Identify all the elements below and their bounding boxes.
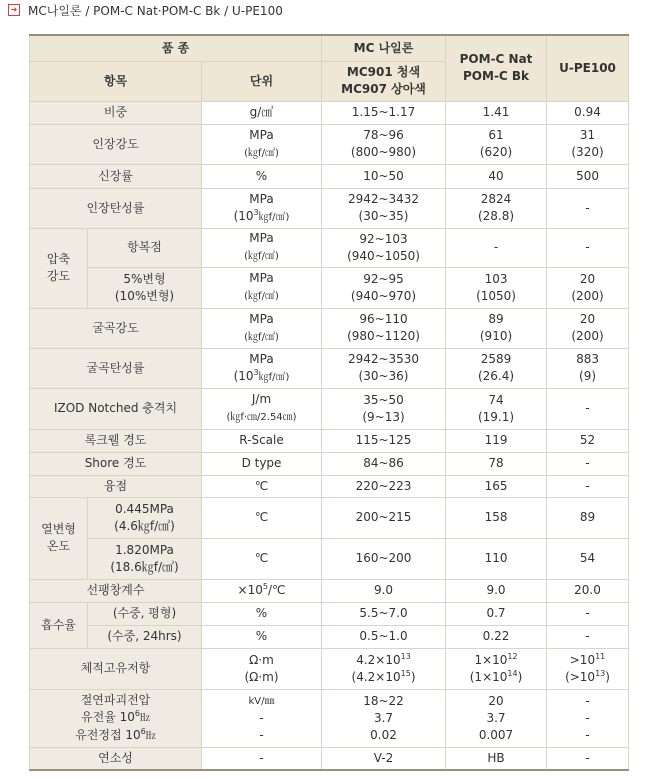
row-label: (수중, 24hrs) [88, 625, 202, 648]
row-unit: g/㎤ [202, 101, 322, 124]
upe-value: $>10^{11}$ $(>10^{13})$ [547, 648, 629, 689]
mc-value: 18~22 3.7 0.02 [322, 689, 446, 747]
row-label: 0.445MPa (4.6㎏f/㎠) [88, 497, 202, 538]
upe-value: 500 [547, 164, 629, 188]
header-pom: POM-C Nat POM-C Bk [446, 35, 547, 101]
row-label: 절연파괴전압 유전율 $10^6㎐$ 유전정접 $10^6㎐$ [30, 689, 202, 747]
table-row [30, 188, 629, 228]
table-row [30, 228, 629, 267]
upe-value: 883 (9) [547, 348, 629, 388]
row-label: 인장강도 [30, 124, 202, 164]
header-mc-grades: MC901 청색 MC907 상아색 [322, 61, 446, 101]
row-label: 비중 [30, 101, 202, 124]
pom-value: 103 (1050) [446, 267, 547, 308]
pom-value: 9.0 [446, 579, 547, 602]
upe-value: - [547, 228, 629, 267]
mc-value: 2942~3432 (30~35) [322, 188, 446, 228]
table-row [30, 164, 629, 188]
mc-value: 35~50 (9~13) [322, 388, 446, 429]
pom-value: 119 [446, 429, 547, 452]
row-label: 1.820MPa (18.6㎏f/㎠) [88, 538, 202, 579]
pom-value: 2589 (26.4) [446, 348, 547, 388]
table-row [30, 429, 629, 452]
mc-value: 5.5~7.0 [322, 602, 446, 625]
pom-value: $1\times 10^{12}$ $(1\times 10^{14})$ [446, 648, 547, 689]
pom-value: 74 (19.1) [446, 388, 547, 429]
header-kind: 품 종 [30, 35, 322, 61]
upe-value: 20.0 [547, 579, 629, 602]
row-label: 신장률 [30, 164, 202, 188]
mc-value: 96~110 (980~1120) [322, 308, 446, 348]
mc-value: 84~86 [322, 452, 446, 475]
row-unit: MPa (㎏f/㎠) [202, 228, 322, 267]
row-label: 연소성 [30, 747, 202, 770]
arrow-right-icon: ➜ [8, 4, 20, 16]
pom-value: HB [446, 747, 547, 770]
mc-value: 160~200 [322, 538, 446, 579]
row-label: 항복점 [88, 228, 202, 267]
row-label: Shore 경도 [30, 452, 202, 475]
row-label: 록크웰 경도 [30, 429, 202, 452]
row-label: 융점 [30, 475, 202, 497]
header-upe: U-PE100 [547, 35, 629, 101]
mc-value: 10~50 [322, 164, 446, 188]
upe-value: 54 [547, 538, 629, 579]
upe-value: - [547, 625, 629, 648]
header-item: 항목 [30, 61, 202, 101]
table-row [30, 497, 629, 538]
row-unit: ℃ [202, 497, 322, 538]
row-unit: $\times 10^5/℃$ [202, 579, 322, 602]
row-unit: Ω·m (Ω·m) [202, 648, 322, 689]
row-unit: MPa $(10^3㎏f/㎠)$ [202, 348, 322, 388]
upe-value: 0.94 [547, 101, 629, 124]
mc-value: V-2 [322, 747, 446, 770]
row-label: 5%변형 (10%변형) [88, 267, 202, 308]
table-row [30, 689, 629, 747]
row-unit: kV/㎜ - - [202, 689, 322, 747]
header-unit: 단위 [202, 61, 322, 101]
pom-value: 40 [446, 164, 547, 188]
pom-value: 110 [446, 538, 547, 579]
group-label: 압축 강도 [30, 228, 88, 308]
upe-value: - [547, 475, 629, 497]
header-row-1 [30, 35, 629, 61]
mc-value: 92~103 (940~1050) [322, 228, 446, 267]
row-unit: R-Scale [202, 429, 322, 452]
mc-value: 1.15~1.17 [322, 101, 446, 124]
row-label: 굴곡탄성률 [30, 348, 202, 388]
mc-value: 9.0 [322, 579, 446, 602]
mc-value: 200~215 [322, 497, 446, 538]
table-row [30, 625, 629, 648]
row-unit: J/m (㎏f·㎝/2.54㎝) [202, 388, 322, 429]
mc-value: 2942~3530 (30~36) [322, 348, 446, 388]
upe-value: - [547, 452, 629, 475]
pom-value: 158 [446, 497, 547, 538]
table-row [30, 475, 629, 497]
upe-value: 31 (320) [547, 124, 629, 164]
page-title-bar [8, 0, 283, 20]
table-row [30, 388, 629, 429]
row-unit: - [202, 747, 322, 770]
row-unit: % [202, 164, 322, 188]
row-label: IZOD Notched 충격치 [30, 388, 202, 429]
pom-value: 2824 (28.8) [446, 188, 547, 228]
mc-value: 115~125 [322, 429, 446, 452]
pom-value: 0.7 [446, 602, 547, 625]
mc-value: 220~223 [322, 475, 446, 497]
pom-value: 1.41 [446, 101, 547, 124]
row-label: 체적고유저항 [30, 648, 202, 689]
row-label: 선팽창계수 [30, 579, 202, 602]
table-row [30, 101, 629, 124]
row-unit: MPa $(10^3㎏f/㎠)$ [202, 188, 322, 228]
pom-value: 78 [446, 452, 547, 475]
mc-value: 78~96 (800~980) [322, 124, 446, 164]
row-unit: % [202, 625, 322, 648]
mc-value: $4.2\times 10^{13}$ $(4.2\times 10^{15})$ [322, 648, 446, 689]
table-row [30, 308, 629, 348]
pom-value: 165 [446, 475, 547, 497]
row-label: 굴곡강도 [30, 308, 202, 348]
group-label: 흡수율 [30, 602, 88, 648]
table-row [30, 602, 629, 625]
group-label: 열변형 온도 [30, 497, 88, 579]
row-unit: MPa (㎏f/㎠) [202, 267, 322, 308]
table-row [30, 267, 629, 308]
row-unit: MPa (㎏f/㎠) [202, 308, 322, 348]
pom-value: - [446, 228, 547, 267]
upe-value: - [547, 602, 629, 625]
mc-value: 92~95 (940~970) [322, 267, 446, 308]
table-row [30, 452, 629, 475]
row-label: (수중, 평형) [88, 602, 202, 625]
pom-value: 89 (910) [446, 308, 547, 348]
table-row [30, 348, 629, 388]
upe-value: 52 [547, 429, 629, 452]
pom-value: 61 (620) [446, 124, 547, 164]
spec-table [29, 34, 629, 771]
pom-value: 20 3.7 0.007 [446, 689, 547, 747]
header-mc-group: MC 나일론 [322, 35, 446, 61]
row-label: 인장탄성률 [30, 188, 202, 228]
upe-value: - - - [547, 689, 629, 747]
upe-value: 20 (200) [547, 267, 629, 308]
upe-value: - [547, 188, 629, 228]
row-unit: D type [202, 452, 322, 475]
mc-value: 0.5~1.0 [322, 625, 446, 648]
row-unit: ℃ [202, 475, 322, 497]
table-row [30, 538, 629, 579]
upe-value: 20 (200) [547, 308, 629, 348]
pom-value: 0.22 [446, 625, 547, 648]
row-unit: % [202, 602, 322, 625]
table-row [30, 579, 629, 602]
page-title: MC나일론 / POM-C Nat·POM-C Bk / U-PE100 [28, 3, 283, 18]
table-row [30, 124, 629, 164]
upe-value: 89 [547, 497, 629, 538]
row-unit: MPa (㎏f/㎠) [202, 124, 322, 164]
table-row [30, 747, 629, 770]
upe-value: - [547, 747, 629, 770]
upe-value: - [547, 388, 629, 429]
table-row [30, 648, 629, 689]
row-unit: ℃ [202, 538, 322, 579]
